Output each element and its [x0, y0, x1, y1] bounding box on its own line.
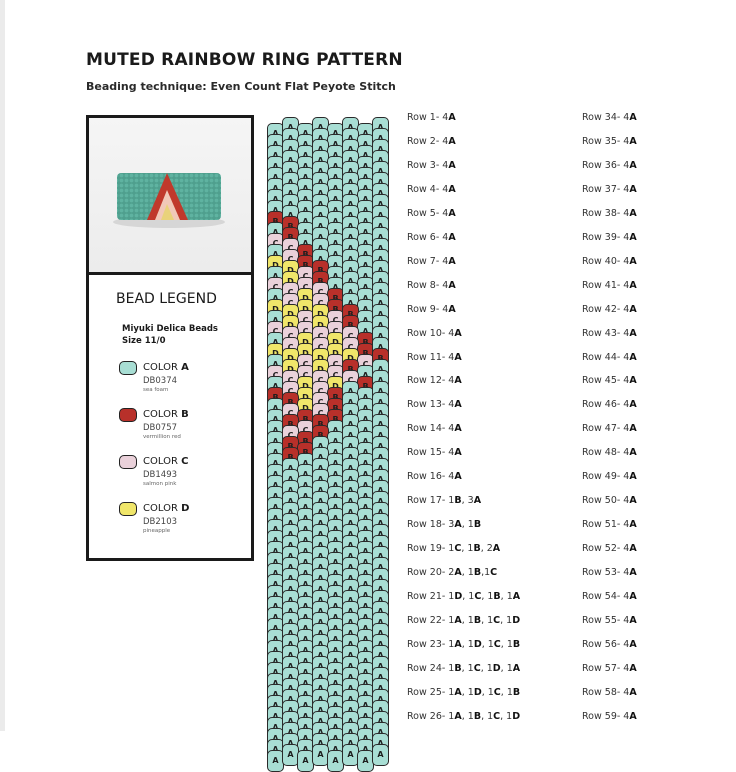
row-instruction: Row 18- 3A, 1B [407, 519, 482, 531]
row-instruction: Row 19- 1C, 1B, 2A [407, 543, 501, 555]
row-instruction: Row 50- 4A [582, 495, 637, 507]
color-desc-d: pineapple [143, 528, 171, 534]
page-subtitle: Beading technique: Even Count Flat Peyote Stitch [86, 80, 396, 93]
row-instruction: Row 44- 4A [582, 351, 637, 363]
bead: A [342, 744, 359, 766]
row-instruction: Row 56- 4A [582, 638, 637, 650]
color-code-b: DB0757 [143, 423, 178, 433]
row-instruction: Row 10- 4A [407, 327, 462, 339]
row-instruction: Row 54- 4A [582, 591, 637, 602]
row-instruction: Row 16- 4A [407, 471, 462, 483]
row-instruction: Row 45- 4A [582, 375, 637, 387]
row-instruction: Row 12- 4A [407, 375, 462, 387]
row-instruction: Row 53- 4A [582, 567, 637, 579]
row-instruction: Row 43- 4A [582, 327, 637, 339]
bead: A [267, 750, 284, 772]
color-code-a: DB0374 [143, 376, 178, 386]
color-desc-c: salmon pink [143, 481, 177, 487]
bead: A [327, 750, 344, 772]
swatch-c [119, 455, 137, 469]
row-instruction: Row 3- 4A [407, 159, 456, 171]
row-instruction: Row 2- 4A [407, 135, 456, 147]
row-instruction: Row 11- 4A [407, 351, 462, 363]
row-instruction: Row 21- 1D, 1C, 1B, 1A [407, 591, 521, 602]
row-instruction: Row 26- 1A, 1B, 1C, 1D [407, 710, 521, 722]
bead-info [122, 323, 218, 347]
row-instruction: Row 4- 4A [407, 183, 456, 195]
row-instruction: Row 47- 4A [582, 423, 637, 435]
row-instruction: Row 6- 4A [407, 231, 456, 243]
bead: A [372, 744, 389, 766]
row-instruction: Row 49- 4A [582, 471, 637, 483]
row-instruction: Row 17- 1B, 3A [407, 495, 482, 507]
swatch-d [119, 502, 137, 516]
bead-brand: Miyuki Delica Beads [122, 324, 218, 334]
color-name-d: COLOR D [143, 503, 190, 514]
row-instruction: Row 51- 4A [582, 519, 637, 531]
row-instruction: Row 38- 4A [582, 207, 637, 219]
swatch-b [119, 408, 137, 422]
color-code-c: DB1493 [143, 470, 178, 480]
row-instruction: Row 37- 4A [582, 183, 637, 195]
row-instruction: Row 25- 1A, 1D, 1C, 1B [407, 686, 521, 698]
row-instruction: Row 48- 4A [582, 447, 637, 459]
bead-size: Size 11/0 [122, 336, 166, 346]
row-instruction: Row 46- 4A [582, 399, 637, 411]
row-instruction: Row 13- 4A [407, 399, 462, 411]
row-instruction: Row 15- 4A [407, 447, 462, 459]
row-instruction: Row 41- 4A [582, 279, 637, 291]
row-instruction: Row 20- 2A, 1B,1C [407, 567, 498, 579]
row-instruction: Row 34- 4A [582, 112, 637, 123]
row-instruction: Row 1- 4A [407, 112, 456, 123]
ring-photo [89, 118, 251, 275]
row-instruction: Row 58- 4A [582, 686, 637, 698]
color-name-c: COLOR C [143, 456, 189, 467]
ring-image [89, 118, 251, 275]
swatch-a [119, 361, 137, 375]
bead: A [297, 750, 314, 772]
row-instruction: Row 57- 4A [582, 662, 637, 674]
color-desc-a: sea foam [143, 387, 169, 393]
color-name-b: COLOR B [143, 409, 189, 420]
row-instruction: Row 39- 4A [582, 231, 637, 243]
page-title: MUTED RAINBOW RING PATTERN [86, 50, 403, 70]
row-instruction: Row 36- 4A [582, 159, 637, 171]
row-instruction: Row 52- 4A [582, 543, 637, 555]
row-instruction: Row 8- 4A [407, 279, 456, 291]
row-instruction: Row 7- 4A [407, 255, 456, 267]
legend-title: BEAD LEGEND [116, 291, 217, 307]
row-instruction: Row 9- 4A [407, 303, 456, 315]
color-desc-b: vermillion red [143, 434, 181, 440]
bead-pattern-grid [267, 123, 392, 765]
row-instruction: Row 14- 4A [407, 423, 462, 435]
bead: A [282, 744, 299, 766]
row-instruction: Row 55- 4A [582, 614, 637, 626]
color-code-d: DB2103 [143, 517, 178, 527]
color-name-a: COLOR A [143, 362, 189, 373]
row-instruction: Row 40- 4A [582, 255, 637, 267]
bead: A [312, 744, 329, 766]
row-instruction: Row 35- 4A [582, 135, 637, 147]
page-edge [0, 0, 5, 731]
row-instruction: Row 5- 4A [407, 207, 456, 219]
row-instruction: Row 24- 1B, 1C, 1D, 1A [407, 662, 521, 674]
row-instruction: Row 22- 1A, 1B, 1C, 1D [407, 614, 521, 626]
legend-panel [86, 115, 254, 561]
row-instruction: Row 42- 4A [582, 303, 637, 315]
row-instruction: Row 23- 1A, 1D, 1C, 1B [407, 638, 521, 650]
row-instruction: Row 59- 4A [582, 710, 637, 722]
bead: A [357, 750, 374, 772]
